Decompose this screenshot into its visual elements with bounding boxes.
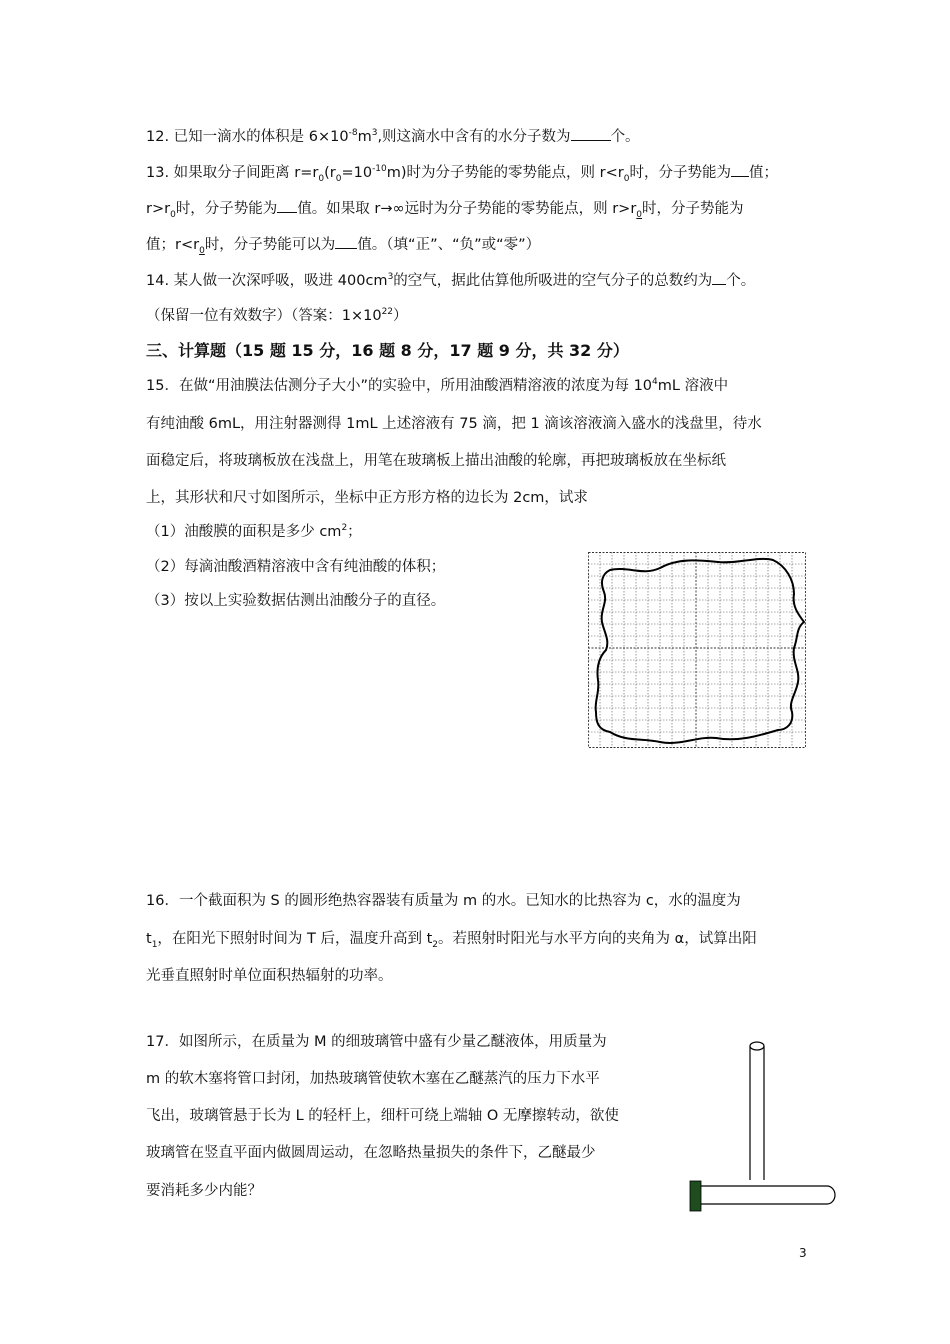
q13-text: 值。（填“正”、“负”或“零”） — [357, 237, 541, 253]
q14-text: 个。 — [726, 273, 756, 289]
q13-line1 — [146, 162, 778, 183]
q15-exp: 4 — [652, 377, 658, 388]
q15-sub3: （3）按以上实验数据估测出油酸分子的直径。 — [146, 593, 446, 609]
q13-text: =10 — [341, 165, 373, 181]
q17-line3: 飞出，玻璃管悬于长为 L 的轻杆上，细杆可绕上端轴 O 无摩擦转动，欲使 — [146, 1108, 619, 1124]
q14-answer-blank — [712, 270, 726, 285]
q14-text: 的空气，据此估算他所吸进的空气分子的总数约为 — [393, 273, 713, 289]
q15-text: ； — [347, 524, 362, 540]
grid-major-lines — [588, 552, 806, 748]
q13-answer-blank-4 — [335, 234, 357, 249]
q13-answer-blank-1 — [731, 162, 749, 177]
q17-line5: 要消耗多少内能？ — [146, 1183, 262, 1199]
glass-tube-figure — [686, 1036, 846, 1216]
q15-line2: 有纯油酸 6mL，用注射器测得 1mL 上述溶液有 75 滴，把 1 滴该溶液滴入盛水的浅盘里，待水 — [146, 416, 762, 432]
q13-text: m)时为分子势能的零势能点，则 r<r — [386, 165, 624, 181]
q16-line1: 16．一个截面积为 S 的圆形绝热容器装有质量为 m 的水。已知水的比热容为 c，水的温度为 — [146, 893, 741, 909]
q13-answer-blank-2 — [277, 198, 297, 213]
q13-sub: 0 — [199, 245, 205, 256]
q17-line4: 玻璃管在竖直平面内做圆周运动，在忽略热量损失的条件下，乙醚最少 — [146, 1145, 596, 1161]
q16-line3: 光垂直照射时单位面积热辐射的功率。 — [146, 968, 393, 984]
q16-text: 。若照射时阳光与水平方向的夹角为 α，试算出阳 — [438, 931, 757, 947]
q13-text: r>r — [146, 201, 171, 217]
q13-sub: 0 — [318, 173, 325, 184]
q16-line2 — [146, 929, 757, 949]
q16-sub: 2 — [432, 939, 439, 950]
q13-text: 值；r<r — [146, 237, 200, 253]
q14-exp: 3 — [387, 272, 394, 283]
q13-sub: 0 — [170, 209, 176, 220]
vertical-rod — [750, 1042, 764, 1180]
oil-film-grid-figure — [588, 552, 808, 750]
page-number: 3 — [799, 1246, 807, 1260]
q13-sub: 0 — [335, 173, 342, 184]
section3-heading: 三、计算题（15 题 15 分，16 题 8 分，17 题 9 分，共 32 分） — [146, 341, 629, 360]
q17-line1: 17．如图所示，在质量为 M 的细玻璃管中盛有少量乙醚液体，用质量为 — [146, 1034, 607, 1050]
q12-text-b: m — [357, 129, 372, 145]
q14-line1 — [146, 270, 755, 291]
q15-sub2: （2）每滴油酸酒精溶液中含有纯油酸的体积； — [146, 559, 446, 575]
q15-line3: 面稳定后，将玻璃板放在浅盘上，用笔在玻璃板上描出油酸的轮廓，再把玻璃板放在坐标纸 — [146, 453, 726, 469]
q14-text: 14. 某人做一次深呼吸，吸进 400cm — [146, 273, 388, 289]
q15-line4: 上，其形状和尺寸如图所示，坐标中正方形方格的边长为 2cm，试求 — [146, 490, 588, 506]
q13-exp: -10 — [372, 164, 387, 175]
q13-text: (r — [324, 165, 336, 181]
q15-text: mL 溶液中 — [657, 378, 729, 394]
q13-line2 — [146, 198, 744, 219]
q16-text: t — [146, 931, 152, 947]
q16-text: ，在阳光下照射时间为 T 后，温度升高到 t — [157, 931, 433, 947]
q14-exp: 22 — [381, 307, 394, 318]
q12-text-c: ,则这滴水中含有的水分子数为 — [377, 129, 571, 145]
q14-line2 — [146, 306, 408, 326]
horizontal-glass-tube — [700, 1186, 835, 1204]
q17-line2: m 的软木塞将管口封闭，加热玻璃管使软木塞在乙醚蒸汽的压力下水平 — [146, 1071, 600, 1087]
grid-lines — [588, 552, 806, 748]
q15-text: （1）油酸膜的面积是多少 cm — [146, 524, 342, 540]
q13-line3 — [146, 234, 540, 255]
cork — [690, 1181, 701, 1211]
q15-text: 15．在做“用油膜法估测分子大小”的实验中，所用油酸酒精溶液的浓度为每 10 — [146, 378, 653, 394]
q13-sub: 0 — [636, 209, 643, 220]
q13-text: 时，分子势能为 — [175, 201, 278, 217]
q12-text-a: 12. 已知一滴水的体积是 6×10 — [146, 129, 349, 145]
q12-exp1: -8 — [348, 128, 358, 139]
q13-text: 13. 如果取分子间距离 r=r — [146, 165, 319, 181]
q13-text: 时，分子势能为 — [629, 165, 731, 181]
q16-sub: 1 — [151, 939, 158, 950]
q14-text: （保留一位有效数字）（答案：1×10 — [146, 308, 382, 324]
q13-text: 值。如果取 r→∞远时为分子势能的零势能点，则 r>r — [297, 201, 637, 217]
q12-line — [146, 126, 640, 147]
q13-text: 时，分子势能为 — [642, 201, 744, 217]
q14-text: ） — [393, 308, 408, 324]
oil-film-outline — [596, 559, 804, 743]
q15-sub1 — [146, 522, 362, 542]
q12-text-d: 个。 — [610, 129, 640, 145]
q12-exp2: 3 — [371, 128, 378, 139]
q13-sub: 0 — [623, 173, 630, 184]
q12-answer-blank — [571, 126, 611, 141]
q15-exp: 2 — [341, 523, 348, 534]
q13-text: 时，分子势能可以为 — [204, 237, 336, 253]
q13-text: 值； — [748, 165, 778, 181]
q15-line1 — [146, 376, 728, 396]
